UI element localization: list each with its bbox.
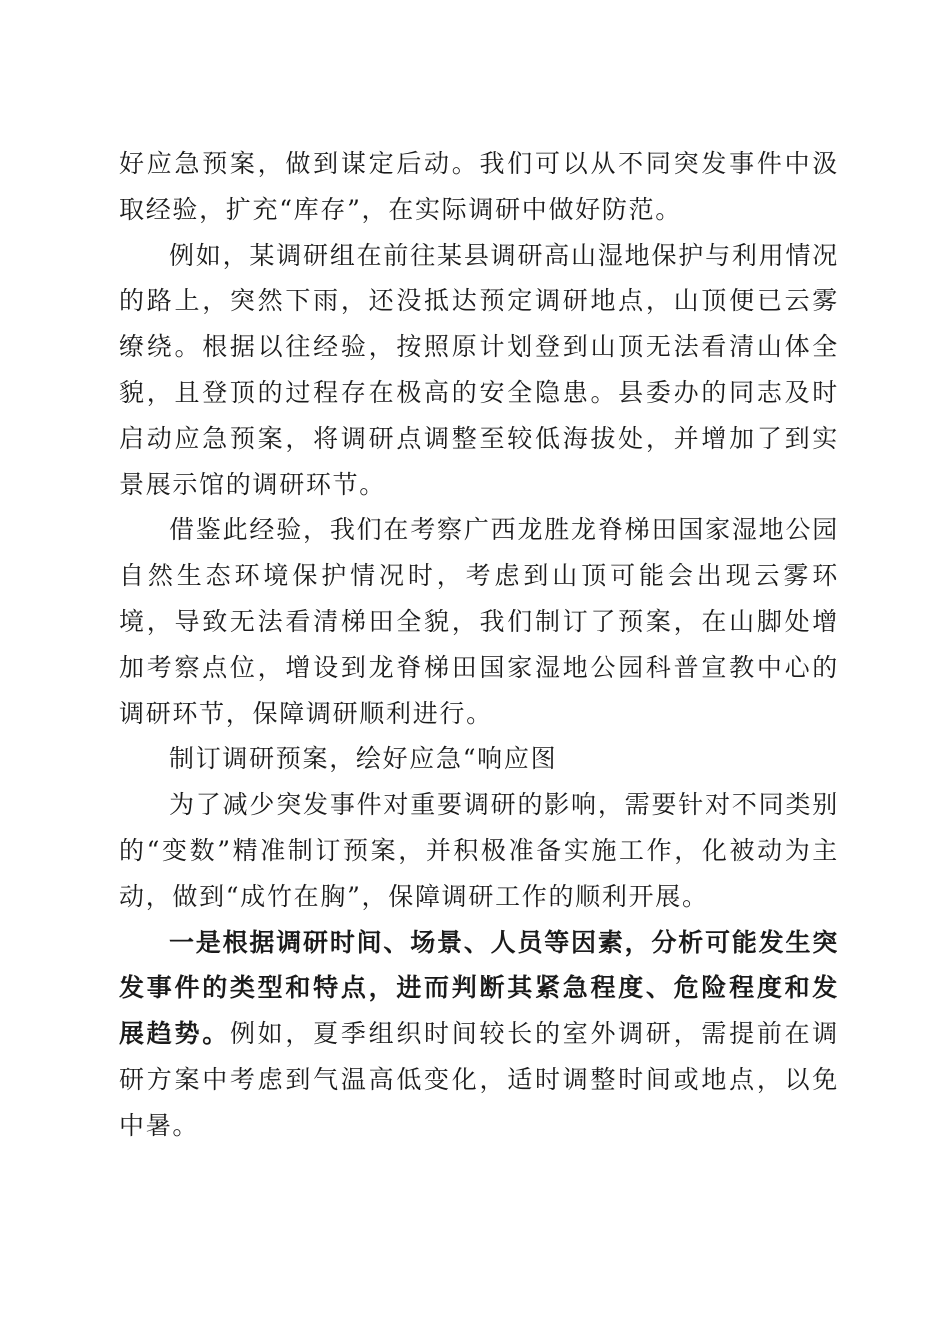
paragraph-reference-case: 借鉴此经验，我们在考察广西龙胜龙脊梯田国家湿地公园自然生态环境保护情况时，考虑到山顶可能会出现云雾环境，导致无法看清梯田全貌，我们制订了预案，在山脚处增加考察点位，增设到龙脊梯田国家湿地公园科普宣教中心的调研环节，保障调研顺利进行。 xyxy=(119,515,839,728)
point-one-lead: 一是根据调研时间、场景、人员等因素，分析可能发生突发事件的类型和特点，进而判断其紧急程度、危险程度和发展趋势。 xyxy=(119,927,839,1049)
paragraph-point-one xyxy=(119,920,839,1149)
paragraph-intro: 为了减少突发事件对重要调研的影响，需要针对不同类别的“变数”精准制订预案，并积极准备实施工作，化被动为主动，做到“成竹在胸”，保障调研工作的顺利开展。 xyxy=(119,790,839,911)
section-heading: 制订调研预案，绘好应急“响应图 xyxy=(169,744,558,774)
document-body xyxy=(119,141,839,1149)
point-one-rest: 例如，夏季组织时间较长的室外调研，需提前在调研方案中考虑到气温高低变化，适时调整时间或地点，以免中暑。 xyxy=(119,1019,839,1140)
paragraph-example: 例如，某调研组在前往某县调研高山湿地保护与利用情况的路上，突然下雨，还没抵达预定调研地点，山顶便已云雾缭绕。根据以往经验，按照原计划登到山顶无法看清山体全貌，且登顶的过程存在极高的安全隐患。县委办的同志及时启动应急预案，将调研点调整至较低海拔处，并增加了到实景展示馆的调研环节。 xyxy=(119,240,839,499)
paragraph-continuation: 好应急预案，做到谋定后动。我们可以从不同突发事件中汲取经验，扩充“库存”，在实际调研中做好防范。 xyxy=(119,149,839,224)
